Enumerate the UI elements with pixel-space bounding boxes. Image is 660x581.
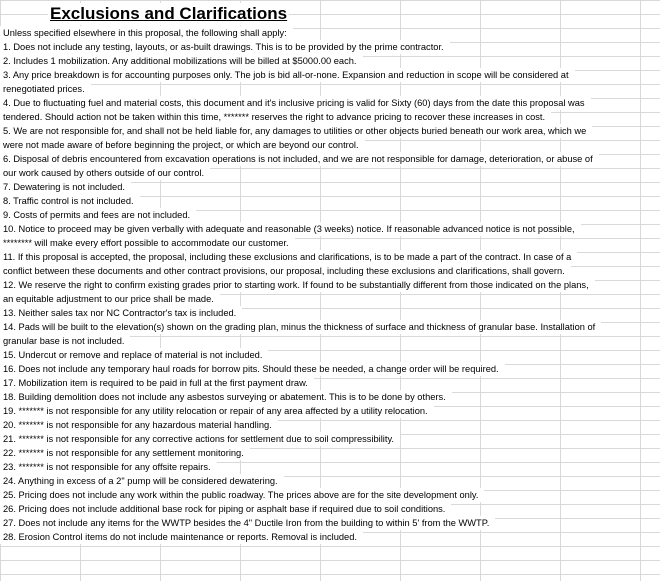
clause-line: 8. Traffic control is not included. (0, 194, 140, 208)
clause-line: 5. We are not responsible for, and shall not be held liable for, any damages to utilities or other objects buried beneath our work area, which we (0, 124, 592, 138)
clause-line: 18. Building demolition does not include any asbestos surveying or abatement. This is to be done by others. (0, 390, 452, 404)
clause-list (0, 26, 660, 544)
clause-line: 26. Pricing does not include additional base rock for piping or asphalt base if required due to soil conditions. (0, 502, 451, 516)
clause-line: 4. Due to fluctuating fuel and material costs, this document and it's inclusive pricing is valid for Sixty (60) days from the date this proposal was (0, 96, 591, 110)
clause-line: 12. We reserve the right to confirm existing grades prior to starting work. If found to be substantially different from those indicated on the plans, (0, 278, 595, 292)
clause-line: 17. Mobilization item is required to be paid in full at the first payment draw. (0, 376, 314, 390)
clause-line: 21. ******* is not responsible for any corrective actions for settlement due to soil compressibility. (0, 432, 400, 446)
clause-line: ******** will make every effort possible to accommodate our customer. (0, 236, 295, 250)
clause-line: 13. Neither sales tax nor NC Contractor's tax is included. (0, 306, 242, 320)
clause-line: 19. ******* is not responsible for any utility relocation or repair of any area affected by a utility relocation. (0, 404, 434, 418)
page-title: Exclusions and Clarifications (50, 4, 288, 23)
clause-line: 2. Includes 1 mobilization. Any additional mobilizations will be billed at $5000.00 each. (0, 54, 363, 68)
clause-line: 11. If this proposal is accepted, the proposal, including these exclusions and clarifications, is to be made a part of the contract. In case of a (0, 250, 577, 264)
clause-line: 24. Anything in excess of a 2" pump will be considered dewatering. (0, 474, 284, 488)
clause-line: 25. Pricing does not include any work within the public roadway. The prices above are for the site development only. (0, 488, 484, 502)
clause-line: 28. Erosion Control items do not include maintenance or reports. Removal is included. (0, 530, 363, 544)
clause-line: granular base is not included. (0, 334, 130, 348)
clause-line: renegotiated prices. (0, 82, 91, 96)
clause-line: 15. Undercut or remove and replace of material is not included. (0, 348, 268, 362)
clause-line: 7. Dewatering is not included. (0, 180, 131, 194)
clause-line: 6. Disposal of debris encountered from excavation operations is not included, and we are not responsible for damage, deterioration, or abuse of (0, 152, 599, 166)
intro-line: Unless specified elsewhere in this proposal, the following shall apply: (0, 26, 293, 40)
clause-line: 3. Any price breakdown is for accounting purposes only. The job is bid all-or-none. Expansion and reduction in scope will be considered at (0, 68, 575, 82)
clause-line: conflict between these documents and other contract provisions, our proposal, including these exclusions and clarifications, shall govern. (0, 264, 571, 278)
clause-line: were not made aware of before beginning the project, or which are beyond our control. (0, 138, 365, 152)
clause-line: 20. ******* is not responsible for any hazardous material handling. (0, 418, 278, 432)
clause-line: 16. Does not include any temporary haul roads for borrow pits. Should these be needed, a change order will be required. (0, 362, 505, 376)
clause-line: 14. Pads will be built to the elevation(s) shown on the grading plan, minus the thickness of surface and thickness of granular base. Installation of (0, 320, 601, 334)
clause-line: our work caused by others outside of our control. (0, 166, 210, 180)
clause-line: 1. Does not include any testing, layouts, or as-built drawings. This is to be provided by the prime contractor. (0, 40, 450, 54)
clause-line: 10. Notice to proceed may be given verbally with adequate and reasonable (3 weeks) notice. If reasonable advanced notice is not possible, (0, 222, 581, 236)
clause-line: tendered. Should action not be taken within this time, ******* reserves the right to advance pricing to recover these increases in cost. (0, 110, 551, 124)
clause-line: 9. Costs of permits and fees are not included. (0, 208, 196, 222)
clause-line: 22. ******* is not responsible for any settlement monitoring. (0, 446, 250, 460)
clause-line: 23. ******* is not responsible for any offsite repairs. (0, 460, 217, 474)
clause-line: an equitable adjustment to our price shall be made. (0, 292, 220, 306)
clause-line: 27. Does not include any items for the WWTP besides the 4" Ductile Iron from the building to within 5' from the WWTP. (0, 516, 495, 530)
